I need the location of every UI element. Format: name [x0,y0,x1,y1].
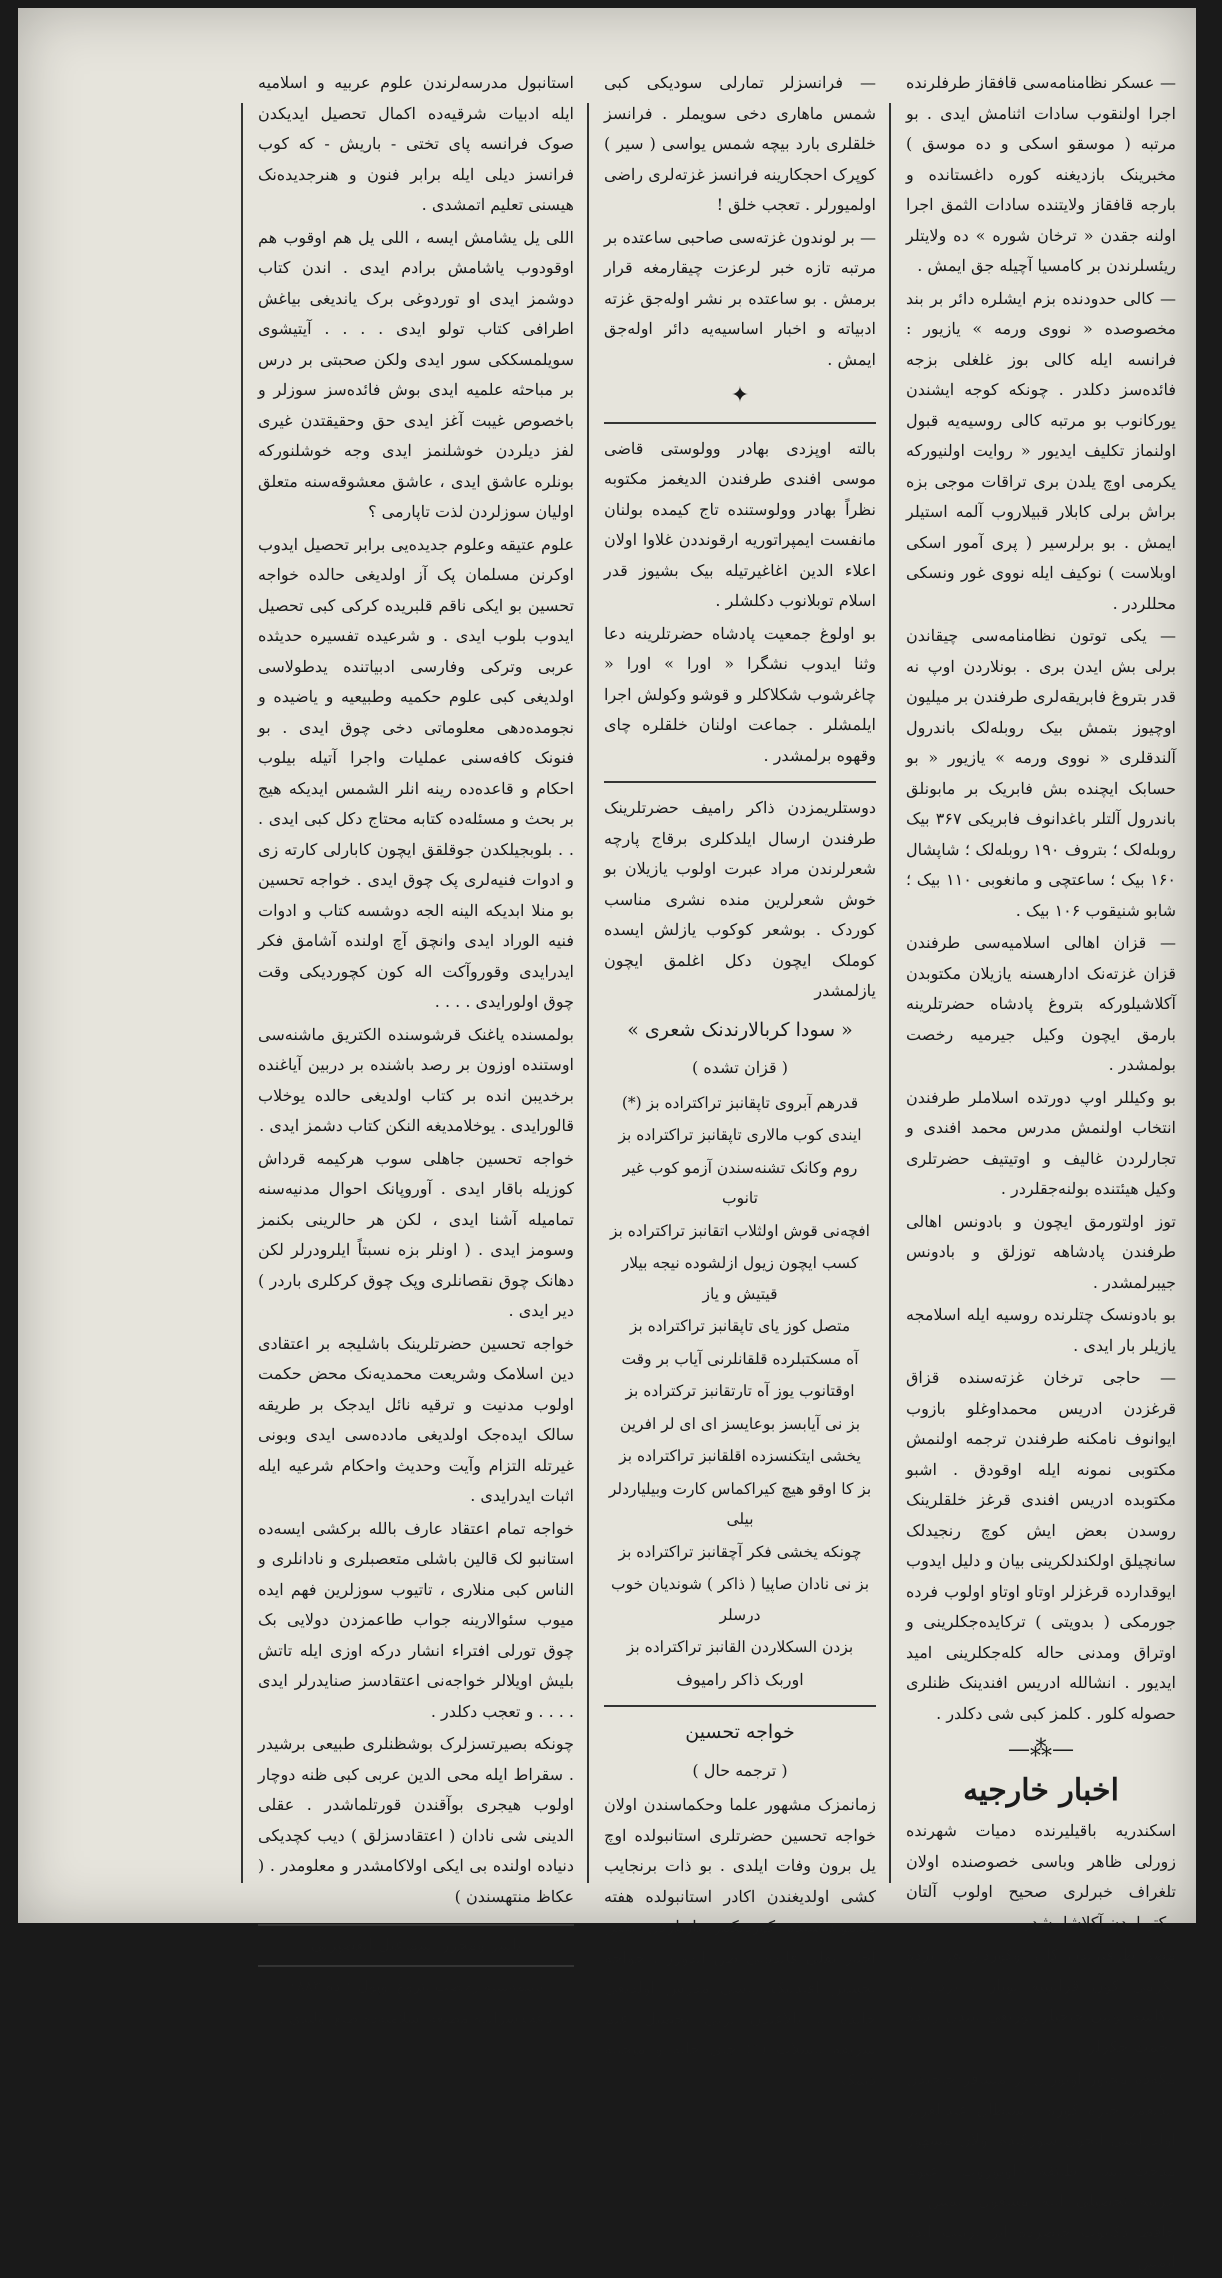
section-divider: ✦ [730,383,750,408]
news-item: — فرانسزلر تمارلی سودیکی کبی شمس ماهاری دخی سویملر . فرانسز خلقلری بارد بیچه شمس یواسی ( سیر ) کوپرک احجکارینه فرانسز غزته‌لری راضی اولمیورلر . تعجب خلق ! [604,73,876,214]
foreign-news [906,1816,1176,2278]
foreign-news-title: اخبار خارجیه [963,1772,1119,1808]
column-rule [587,103,589,1883]
news-item: — یکی توتون نظامنامه‌سی چیقاندن برلی بش ایدن بری . بونلاردن اوپ نه قدر بتروغ فابریقه‌لری طرفندن بر میلیون اوچیوز بتمش بیک روبله‌لک باندرول آلندقلری « نووی ورمه » یازیور « بو حسابک ایچنده بش فابریک بر مابونلق باندرول آلتلر باغدانوف فابریکی ۳۶۷ بیک روبله‌لک ؛ بتروف ۱۹۰ روبله‌لک ؛ شاپشال ۱۶۰ بیک ؛ ساعتچی و مانغوبی ۱۱۰ بیک ؛ شابو شنیقوب ۱۰۶ بیک . [906,626,1177,920]
poem-line: یخشی ایتکنسزده اقلقانبز تراکتراده بز [619,1447,861,1465]
publisher-line: ناشر ومحرر اسماعیل الغصپرنی [258,1924,574,1967]
horizontal-rule [604,1705,876,1707]
bio-continued: استانبول مدرسه‌لرندن علوم عربیه و اسلامیه ایله ادبیات شرقیه‌ده اکمال تحصیل ایدیکدن صوک فرانسه پای تختی - باریش - که کوب فرانسز دیلی ایله برابر فنون و هنرجدیده‌نک هیسنی تعلیم اتمشدی . [258,73,574,214]
poem-line: افچه‌نی قوش اولثلاب اتقانبز تراکتراده بز [610,1221,870,1240]
column-rule [241,103,243,1883]
newspaper-page [18,8,1196,2271]
bio-continued: علوم عتیقه وعلوم جدیده‌یی برابر تحصیل ایدوب اوکرنن مسلمان پک آز اولدیغی حالده خواجه تحسین بو ایکی ناقم قلبریده کرکی کبی تحصیل ایدوب بلوب ایدی . و شرعیده تفسیره حدیثده عربی وترکی وفارسی ادبیاتنده یدطولاسی اولدیغی کبی علوم حکمیه وطبیعیه و یاضیده و نجومده‌دهی معلوماتی دخی چوق ایدی . بو فنونک کافه‌سنی عملیات واجرا آتیله بیلوب احکام و قاعده‌ده رینه انلر الشمس ایدیکه هیج بر بحث و مسئله‌ده کتابه محتاج دکل کبی ایدی . . . بلوبجیلکدن جوقلقق ایچون کابارلی کارته زی و ادوات فنیه‌لری پک چوق ایدی . خواجه تحسین بو منلا ابدیکه الینه الجه دوشسه کتاب و ادوات فنیه الوراد ایدی وانچق آچ اولنده آشامق فکر ایدرایدی وقوروآکت اله کون کچوردیکی وقت چوق اولورایدی . . . . [258,534,574,1011]
news-item: توز اولتورمق ایچون و بادونس اهالی طرفندن پادشاهه توزلق و بادونس جیبرلمشدر . [906,1211,1176,1292]
permit-line: باتلمه‌سنه رخصت بتروغ اوپول ۱ ده ۱۸۸۳ [288,1976,544,1995]
poem-subtitle: ( قزان تشده ) [692,1058,788,1077]
poem-line: روم وکانک تشنه‌سندن آزمو کوب غیر تانوب [622,1158,858,1207]
news-item: — بر لوندون غزته‌سی صاحبی ساعتده بر مرتبه تازه خبر لرعزت چیقارمغه قرار برمش . بو ساعتده بر نشر اوله‌جق غزته ادبیاته و اخبار اساسیه‌یه دائر اوله‌جق ایمش . [604,227,876,369]
poem-line: بز کا اوقو هیچ کیراکماس کارت وبیلیاردلر بیلی [608,1479,872,1528]
letter-paragraph: بالته اوپزدی بهادر وولوستی قاضی موسی افندی طرفندن الدیغمز مکتوبه نظراً بهادر وولوستنده تاج کیمده بولنان مانفست ایمپراتوریه ارقونددن غلاوا اولان اعلاء الدین اغاغیرتیله بیک بشیوز قدر اسلام توبلانوب دکلشلر . [604,438,876,610]
poem [604,1088,876,1663]
poem-line: قدرهم آبروی تاپقانبز تراکتراده بز (*) [621,1093,859,1112]
news-item: — قزان اهالی اسلامیه‌سی طرفندن قزان غزته‌نک ادارهسنه یازیلان مکتوبدن آکلاشیلورکه بتروغ پادشاه حضرتلرینه بارمق ایچون وکیل جیرمیه رخصت بولمشدر . [906,933,1176,1074]
poem-intro: دوستلریمزدن ذاکر رامیف حضرتلرینک طرفندن ارسال ایلدکلری برقاج پارچه شعرلرندن مراد عبرت اولوب یازیلان بو خوش شعرلرین منده نشری مناسب کوردک . بوشعر کوکوب یازلش ایسده کوملک ایچون دکل اغلمق ایچون یازلمشدر [604,798,876,1000]
column-2 [594,68,886,2089]
poem-line: بز نی نادان صاپیا ( ذاکر ) شوندیان خوب درسلر [610,1575,870,1624]
horizontal-rule [604,422,876,424]
news-item: — حاجی ترخان غزته‌سنده قزاق قرغزدن ادریس محمداوغلو بازوب ایوانوف نامکنه طرفندن ترجمه اولنمش مکتوبی نمونه ایله اوقودق . اشبو مکتوبده ادریس افندی قرغز خلقلرینک روسدن بعض ایش کوچ رنجیدلک سانچیلق اولکندلکرینی بیان و دلیل ایدوب ایوقدارده قرغزلر اوتاو اوتاو اولوب فرده جورمکی ( بدویتی ) ترکایده‌جکلرینی و اوتراق ومدنی حاله کله‌جکلرینی امید ایدیور . انشالله ادریس افندینک ظنلری حصوله کلور . کلمز کبی شی دکلدر . [906,1368,1176,1723]
bio-subtitle: ( ترجمه حال ) [692,1760,788,1780]
news-item: — عسکر نظامنامه‌سی قافقاز طرفلرنده اجرا اولنقوب سادات اثنامش ایدی . بو مرتبه ( موسقو اسکی و ده موسق ) مخبرینک بازدیغنه کوره داغستانده و بارجه قافقاز ولایتنده سادات الثمق اجرا اولنه جقدن « ترخان شوره » ده ولایتلر ریئسلرندن بر کامسیا آچیله جق ایمش . [906,73,1176,275]
news-item: بو بادونسک چتلرنده روسیه ایله اسلامجه یازیلر بار ایدی . [906,1305,1176,1355]
poem-line: چونکه یخشی فکر آچقانبز تراکتراده بز [618,1542,862,1561]
bio-text: زمانمزک مشهور علما وحکماسندن اولان خواجه تحسین حضرتلری استانبولده اوچ یل برون وفات ایلدی . بو ذات برنجایب کشی اولدیغندن اکادر استانبولده هفته مجموعه‌سنده کوردیکمز یازیلردن بعض اخبار نقلی فائده‌لی ظن ایدورز . خواجه تحسین افندینک اناسی مدرس اولدیغی حالده تا بالاغندن برلی تحصیل علم شریفه باشلاب (*) چای خانه و میخانه دیمک [604,1795,876,2089]
poem-line: متصل کوز یای تاپقانبز تراکتراده بز [629,1317,851,1335]
poem-line: بز نی آیابسز بوعایسز ای ای لر افرین [619,1414,861,1433]
poem-signature: اوربک ذاکر رامیوف [676,1669,804,1689]
bio-continued: بولمسنده یاغنک قرشوسنده الکتریق ماشنه‌سی اوستنده اوزون بر رصد باشنده بر دربین آیاغنده برخدیبن انده بر کتاب اولدیغی حالده یوخلاب قالورایدی . یوخلامدیغه النکن کتاب دشمز ایدی . [258,1024,574,1135]
section-divider: —⁂— [1008,1737,1074,1762]
news-item: — کالی حدودنده بزم ایشلره دائر بر بند مخصوصده « نووی ورمه » یازیور : فرانسه ایله کالی بوز غلغلی بزجه فائده‌سز دکلدر . چونکه کوجه ایشندن یورکانوب بو مرتبه کالی روسیه‌یه قبول اولنماز تکلیف ایدیور « روایت اولنیورکه یکرمی اوچ یلدن بری تراقات موجی بزه براش برلی کابلار قبیلاروب آلمه استیلر ایمش . بو برلرسیر ( پری آمور اسکی اوبلاست ) نوکیف ایله نووی غور ونسکی محللردر . [906,288,1176,613]
news-item: مکه‌ده مجاور اوتوران بر مسافر حاجیدن آلدیغمز خبره کوره ، سلطان عبدالعزیز اولدرلسی ایچون سورکنده اولان مشهور مدحت پاشا « طائفه » اوتوروب « علوم عربیه تحصیلی ایله مشغول ایمش » حافظ دکانوب حاضرده اثر ترتیب ایده ایمش . [906,2069,1176,2271]
bio-continued: خواجه تحسین حضرتلرینک باشلیجه بر اعتقادی دین اسلامک وشریعت محمدیه‌نک محض حکمت اولوب مدنیت و ترقیه نائل ایدجک بر طریقه سالک ایده‌جک اولدیغی مادده‌سی ایدی وبونی غیرتله التزام وآیت وحدیث واحکام شرعیه ایله اثبات ایدرایدی . [258,1333,574,1505]
bio-continued: اللی یل یشامش ایسه ، اللی یل هم اوقوب هم اوقودوب یاشامش برادم ایدی . اندن کتاب دوشمز ایدی او توردوغی برک یاندیغی بیاغش اطرافی کتاب تولو ایدی . . . . آیتیشوی سویلمسککی سور ایدی ولکن صحبتی بر درس بر مباحثه علمیه ایدی بوش فائده‌سز سوزلر و باخصوص غیبت آغز ایدی حق وحقیقتدن غیری لفز دیلردن خوشلنمز ایدی وجه خوشلنورکه بونلره عاشق ایدی ، عاشق معشوقه‌سنه متعلق اولیان سوزلردن لذت تاپارمی ؟ [258,227,574,521]
column-rule [889,103,891,1883]
bio-title: خواجه تحسین [685,1721,795,1743]
poem-line: اوقتانوب یوز آه تارتقانبز ترکتراده بز [625,1382,855,1400]
news-item: اسکندریه باقیلیرنده دمیات شهرنده زورلی ظاهر وباسی خصوصنده اولان تلغراف خبرلری صحیح اولوب آلتان مکتوبلردن آکلاشلمشدر . [906,1821,1176,1932]
printing-line: باغچه‌سرایده مطبعه اسلامیه‌ده طبع اولندی . [279,2008,553,2027]
poem-line: کسب ایچون زیول ازلشوده نیجه بیلار قیتیش و یاز [621,1254,859,1303]
column-1 [896,68,1186,2271]
bio-continued: چونکه بصیرتسزلرک بوشظنلری طبیعی برشیدر . سقراط ایله محی الدین عربی کبی ظنه دوچار اولوب هیجری بوآقندن قورتلماشدر . عقلی الدینی شی نادان ( اعتقادسزلق ) دیب کچدیکی دنیاده اولنده بی ایکی اولاکامشدر و معلومدر . ( عکاظ منتهسندن ) [258,1734,574,1906]
news-item: بو وکیللر اوپ دورتده اسلاملر طرفندن انتخاب اولنمش مدرس محمد افندی و تجارلردن غالیف و اوتیتیف حضرتلری وکیل هیئتنده بولنه‌جقلردر . [906,1087,1176,1198]
bio-continued: خواجه تحسین جاهلی سوب هرکیمه قرداش کوزیله باقار ایدی . آوروپانک احوال مدنیه‌سنه تمامیله آشنا ایدی ، لکن هر حالرینی بکنمز وسومز ایدی . ( اونلر بزه نسبتاً ایلرودرلر لکن دهانک چوق نقصانلری وپک چوق کرکلری باردر ) دیر ایدی . [258,1148,574,1320]
poem-line: بزدن السکلاردن القانبز تراکتراده بز [626,1638,854,1656]
col1-paragraphs [906,68,1176,1729]
column-3 [248,68,584,2027]
news-item: مصر طرفلرندن کان اوکوردار هر پرده یکرمی کون قرانتینه توتار . تزدن و باکاسه بولیل حاجیلر یورنغی پیلدن زیاده زحمت چکرلر . [906,1945,1176,2056]
bio-continued: خواجه تمام اعتقاد عارف بالله برکشی ایسه‌ده استانبو لک قالین باشلی متعصبلری و نادانلری و الناس کبی منلاری ، تاتیوب سوزلرین فهم ایده میوب سئوالارینه جواب طاعمزدن دولایی بک چوق تورلی افتراء انشار درکه اوزی ایله تاتش بلیش اویلالر خواجه‌نی اعتقادسز صنایدرلر ایدی . . . . و تعجب دکلدر . [258,1518,574,1721]
poem-title: « سودا کربالارندنک شعری » [627,1018,853,1041]
horizontal-rule [604,781,876,783]
letter-paragraph: بو اولوغ جمعیت پادشاه حضرتلرینه دعا وثنا ایدوب نشگرا « اورا » اورا « چاغرشوب شکلاکلر و قوشو وکولش اجرا ایلمشلر . جماعت اولنان خلقلره چای وقهوه برلمشدر . [604,623,876,765]
poem-line: ایندی کوب مالاری تاپقانبز تراکتراده بز [618,1126,862,1144]
poem-line: آه مسکتبلرده قلقانلرنی آیاب بر وقت [621,1349,859,1368]
